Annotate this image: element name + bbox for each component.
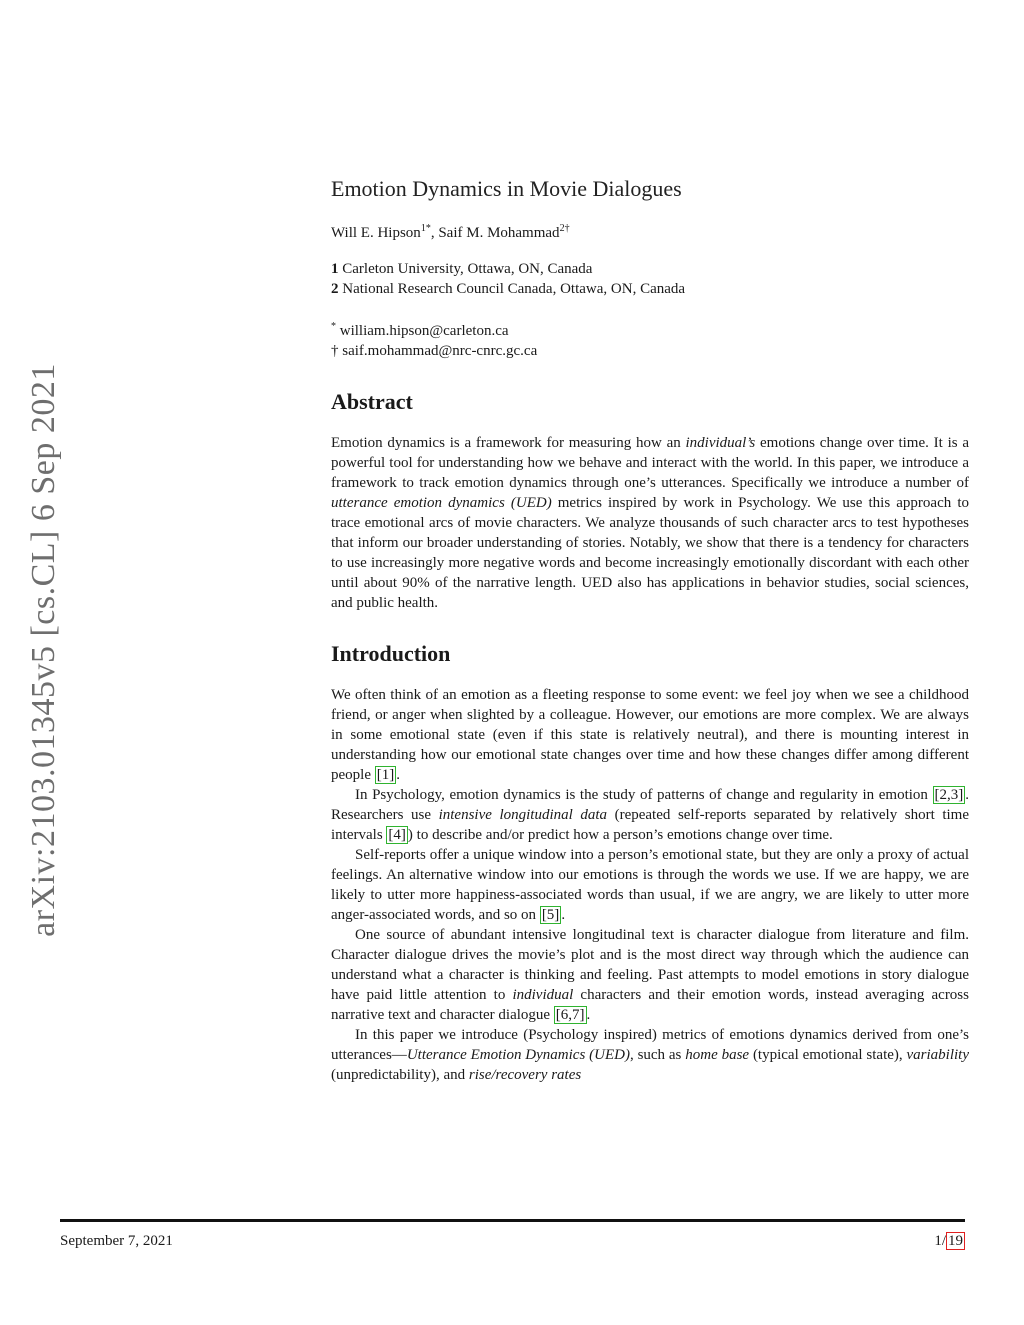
email-address: saif.mohammad@nrc-cnrc.gc.ca: [342, 343, 538, 359]
page-total-link[interactable]: 19: [948, 1233, 963, 1249]
email-line: [331, 341, 969, 361]
footer-date: September 7, 2021: [60, 1233, 173, 1249]
text-run: In Psychology, emotion dynamics is the study of patterns of change and regularity in emotion: [355, 787, 933, 803]
text-run: , such as: [629, 1047, 686, 1063]
text-run: Self-reports offer a unique window into a person’s emotional state, but they are only a proxy of actual feelings. An alternative window into our emotions is through the words we use. If we are happy, we are likely to utter more happiness-associated words than usual, if we are angry, we are likely to utter more anger-associated words, and so on: [331, 847, 969, 923]
text-run: characters and their emotion words, instead averaging across narrative text and character dialogue: [331, 987, 969, 1023]
intro-paragraph: [331, 685, 969, 785]
citation-link[interactable]: [5]: [541, 907, 560, 923]
emphasis: utterance emotion dynamics (UED): [331, 495, 552, 511]
text-run: .: [586, 1007, 591, 1023]
affiliation-text: Carleton University, Ottawa, ON, Canada: [342, 261, 593, 277]
text-run: (unpredictability), and: [331, 1067, 469, 1083]
emphasis: rise/recovery rates: [468, 1067, 582, 1083]
page-current: 1/: [934, 1233, 946, 1249]
emphasis: intensive longitudinal data: [438, 807, 608, 823]
author-superscript: 2†: [559, 223, 570, 234]
affiliation: [331, 279, 969, 299]
text-run: (typical emotional state),: [749, 1047, 907, 1063]
paper-content: [331, 176, 969, 1085]
intro-paragraph: [331, 845, 969, 925]
intro-paragraph: [331, 785, 969, 845]
author-list: [331, 223, 969, 242]
page-number: [934, 1233, 965, 1250]
text-run: metrics inspired by work in Psychology. We use this approach to trace emotional arcs of movie characters. We analyze thousands of such character arcs to test hypotheses that inform our broader understanding of stories. Notably, we show that there is a tendency for characters to use increasingly more negative words and become increasingly emotionally discordant with each other until about 90% of the narrative length. UED also has applications in behavior studies, social sciences, and public health.: [331, 495, 969, 611]
footer-divider: [60, 1219, 965, 1222]
text-run: .: [396, 767, 400, 783]
paper-title: Emotion Dynamics in Movie Dialogues: [331, 176, 682, 201]
text-run: .: [561, 907, 566, 923]
author-name: Will E. Hipson: [331, 225, 421, 241]
email-mark: *: [331, 321, 336, 332]
author-separator: ,: [430, 225, 439, 241]
citation-link[interactable]: [6,7]: [555, 1007, 585, 1023]
citation-link[interactable]: [2,3]: [934, 787, 964, 803]
text-run: . Researchers use: [331, 787, 969, 823]
text-run: Emotion dynamics is a framework for measuring how an: [331, 435, 686, 451]
citation-link[interactable]: [1]: [376, 767, 395, 783]
author-superscript: 1*: [420, 223, 431, 234]
abstract-heading: Abstract: [331, 389, 413, 414]
author-name: Saif M. Mohammad: [438, 225, 560, 241]
introduction-heading: Introduction: [331, 641, 451, 666]
affiliation-number: 2: [331, 281, 339, 297]
text-run: We often think of an emotion as a fleeting response to some event: we feel joy when we see a childhood friend, or anger when slighted by a colleague. However, our emotions are more complex. We are always in some emotional state (even if this state is relatively neutral), and there is mounting interest in understanding how our emotional state changes over time and how these changes differ among different people: [331, 687, 969, 783]
emphasis: home base: [685, 1047, 750, 1063]
text-run: ) to describe and/or predict how a person’s emotions change over time.: [407, 827, 833, 843]
citation-link[interactable]: [4]: [388, 827, 406, 843]
intro-paragraph: [331, 1025, 969, 1085]
affiliation-text: National Research Council Canada, Ottawa, ON, Canada: [342, 281, 686, 297]
text-run: In this paper we introduce (Psychology inspired) metrics of emotions dynamics derived from one’s utterances—: [331, 1027, 969, 1063]
emphasis: individual: [512, 987, 574, 1003]
intro-paragraph: [331, 925, 969, 1025]
text-run: emotions change over time. It is a powerful tool for understanding how we behave and interact with the world. In this paper, we introduce a framework to track emotion dynamics through one’s utterances. Specifically we introduce a number of: [331, 435, 969, 491]
emphasis: variability: [906, 1047, 969, 1063]
text-run: (repeated self-reports separated by relatively short time intervals: [331, 807, 969, 843]
corresponding-emails: [331, 317, 969, 361]
email-address: william.hipson@carleton.ca: [339, 323, 509, 339]
affiliation: [331, 259, 969, 279]
abstract-paragraph: [331, 433, 969, 613]
email-mark: †: [331, 343, 339, 359]
emphasis: individual’s: [685, 435, 756, 451]
arxiv-identifier: arXiv:2103.01345v5 [cs.CL] 6 Sep 2021: [25, 363, 62, 937]
emphasis: Utterance Emotion Dynamics (UED): [406, 1047, 630, 1063]
text-run: One source of abundant intensive longitudinal text is character dialogue from literature and film. Character dialogue drives the movie’s plot and is the most direct way through which the audience can understand what a character is thinking and feeling. Past attempts to model emotions in story dialogue have paid little attention to: [331, 927, 969, 1003]
email-line: [331, 317, 969, 341]
affiliation-number: 1: [331, 261, 339, 277]
